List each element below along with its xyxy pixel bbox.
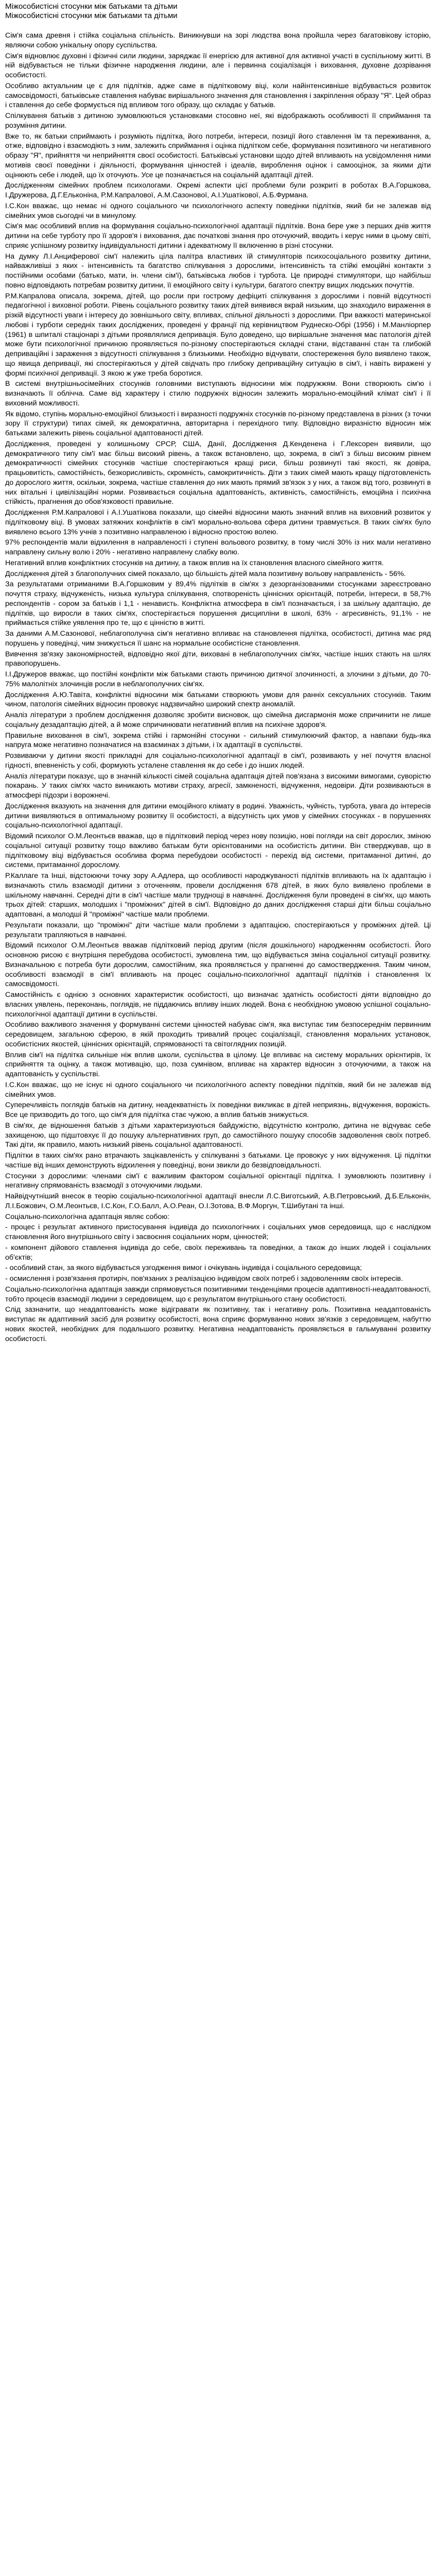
- page-title: Міжособистісні стосунки між батьками та дітьми: [5, 2, 178, 11]
- paragraph: Підлітки в таких сім'ях рано втрачають зацікавленість у спілкуванні з батьками. Це провокує у них відчуження. Ці підлітки частіше від інших демонструють відхилення у поведінці, вони звикли до безвідповідальності.: [5, 1151, 431, 1170]
- paragraph: Відомий психолог О.М.Леонтьєв вважав підлітковий період другим (після дошкільного) народженням особистості. Його основною рисою є внутрішня перебудова особистості, зумовлена тим, що відбувається зміна соціальної ситуації розвитку. Визначальною є потреба бути дорослим, самостійним, яка проявляється у прагненні до самоствердження. Таким чином, особливості взаємодії в сім'ї впливають на процес соціально-психологічної адаптації підлітків і становлення їх самосвідомості.: [5, 941, 431, 989]
- paragraph: Дослідженням сімейних проблем психологами. Окремі аспекти цієї проблеми були розкриті в роботах В.А.Горшкова, І.Дружерова, Д.Г.Ельконіна, Р.М.Капралової, А.М.Сазонової, А.І.Ушатікової, А.Б.Фурмана.: [5, 181, 431, 199]
- paragraph: Р.М.Капралова описала, зокрема, дітей, що росли при гострому дефіциті спілкування з дорослими і повній відсутності педагогічної і виховної роботи. Рівень соціального розвитку таких дітей виявився вкрай низьким, що знаходило вираження в різкій відсутності уваги і інтересу до зовнішнього світу, впливах, спільної діяльності з дорослими. При важкості материнської любові і турботи середніх таких досліджених, проведені у франції під керівництвом Руднеско-Обрі (1956) і М.Манліорпер (1961) в шпиталі стаціонарі з дітьми проявлялися депривація. Було доведено, що вирішальне значення має патологія дітей може бути психологічної причиною проявляється по-різному спостерігаються складні стани, відставанні стан та глибокій деприваційні і зараження з відсутності спілкування з близькими. Необхідно відчувати, спостереження було виявлено також, що явища депривації, які спостерігаються у дітей свідчать про глибоку деприваційну ситуацію в сім'ї, і навіть виражені у формі психічної депривації. З якою ж уже треба боротися.: [5, 292, 431, 378]
- paragraph: Особливо актуальним це є для підлітків, адже саме в підлітковому віці, коли найінтенсивніше відбувається розвиток самосвідомості, батьківське ставлення набуває вирішального значення для становлення і закріплення образу "Я". Цей образ і ставлення до себе формується під впливом того образу, що складає у батьків.: [5, 81, 431, 110]
- paragraph: Дослідження дітей з благополучних сімей показало, що більшість дітей мала позитивну вольову направленість - 56%.: [5, 569, 406, 578]
- paragraph: Р.Каллаге та Інші, відстоюючи точку зору А.Адлера, що особливості народжуваності підлітків впливають на їх адаптацію і визначають стиль взаємодії дитини з оточенням, провели дослідження 678 дітей, в яких було виявлено проблеми в шкільному навчанні. Середні діти в сім'ї частіше мали труднощі в навчанні. Дослідження були проведені в сім'ях, що мають трьох дітей: старших, молодших і "проміжних" дітей в сім'ї. Відповідно до даних дослідження старші діти більш соціально адаптовані, а молодші й "проміжні" частіше мали проблеми.: [5, 872, 431, 919]
- paragraph: Найвідчутніший внесок в теорію соціально-психологічної адаптації внесли Л.С.Виготський, А.В.Петровський, Д.Б.Ельконін, Л.І.Божович, О.М.Леонтьєв, І.С.Кон, Г.О.Балл, А.О.Реан, О.І.Зотова, В.Ф.Моргун, Т.Шибутані та інші.: [5, 1192, 431, 1210]
- paragraph: Самостійність є однією з основних характеристик особистості, що визначає здатність особистості діяти відповідно до власних уявлень, переконань, поглядів, не піддаючись впливу інших людей. Вона є необхідною умовою успішної соціально-психологічної адаптації дитини в суспільстві.: [5, 991, 431, 1019]
- paragraph: - процес і результат активного пристосування індивіда до психологічних і соціальних умов середовища, що є наслідком становлення його внутрішнього світу і засвоєння соціальних норм, цінностей;: [5, 1223, 431, 1241]
- paragraph: Дослідження А.Ю.Тавітa, конфліктні відносини між батьками створюють умови для ранніх сексуальних стосунків. Таким чином, патологія сімейних відносин провокує надзвичайно широкий спектр аномалій.: [5, 690, 431, 709]
- page-subtitle: Міжособистісні стосунки між батьками та дітьми: [5, 11, 178, 20]
- article-body: [5, 31, 431, 1344]
- paragraph: За результатами отриманими В.А.Горшковим у 89,4% підлітків в сім'ях з дезорганізованими стосунками зареєстровано почуття страху, відчуженість, низька культура спілкування, спотвореність ціннісних орієнтацій, потреби, інтереси, в 58,7% респондентів - сором за батьків і 1,1 - ненависть. Конфліктна атмосфера в сім'ї позначається, і за шкільну адаптацію, де підлітків, що виросли в таких сім'ях, спостерігається порушення дисципліни в школі, 63% - агресивність, 91,1% - не приймається стійке уявлення про те, що є цінністю в житті.: [5, 580, 431, 628]
- paragraph: Правильне виховання в сім'ї, зокрема стійкі і гармонійні стосунки - сильний стимулюючий фактор, а навпаки будь-яка напруга може негативно позначатися на взаєминах з дітьми, і їх адаптації в суспільстві.: [5, 731, 431, 750]
- paragraph: Соціально-психологічна адаптація завжди спрямовується позитивними тенденціями процесів адаптивності-неадаптованості, тобто процесів взаємодії людини з середовищем, що є результатом внутрішнього стану особистості.: [5, 1285, 431, 1303]
- paragraph: Вже то, як батьки сприймають і розуміють підлітка, його потреби, інтереси, позиції його ставлення їм та переживання, а, отже, відповідно і взаємодіють з ним, залежить сприймання і оцінка підлітком себе, формування позитивного чи негативного образу "Я", прийняття чи неприйняття своєї особистості. Батьківські установки щодо дітей впливають на усвідомлення ними мотивів своєї поведінки і діяльності, формування цінностей і ідеалів, вироблення оцінок і самооцінок, за якими діти оцінюють себе і людей, що їх оточують. Усе це позначається на соціальній адаптації дітей.: [5, 132, 431, 179]
- paragraph: В системі внутрішньосімейних стосунків головними виступають відносини між подружжям. Вони створюють сім'ю і визначають її облічча. Саме від характеру і стилю подружніх відносин залежить морально-емоційний клімат сім'ї і її виховний можливості.: [5, 380, 431, 408]
- paragraph: - особливий стан, за якого відбувається узгодження вимог і очікувань індивіда і соціального середовища;: [5, 1264, 362, 1273]
- paragraph: Слід зазначити, що неадаптованість може відігравати як позитивну, так і негативну роль. Позитивна неадаптованість виступає як адаптивний засіб для розвитку особистості, вона сприяє формуванню нових зв'язків з середовищем, набуттю нових якостей, необхідних для подальшого розвитку. Негативна неадаптованість проявляється в гальмуванні розвитку особистості.: [5, 1306, 431, 1343]
- paragraph: Аналіз літератури показує, що в значній кількості сімей соціальна адаптація дітей пов'язана з високими вимогами, суворістю покарань. У таких сім'ях часто виникають мотиви страху, агресії, замкненості, відчуження, недовіри. Діти розвиваються в атмосфері підозри і ворожнечі.: [5, 772, 431, 800]
- paragraph: Вплив сім'ї на підлітка сильніше ніж вплив школи, суспільства в цілому. Це впливає на систему моральних орієнтирів, їх сприйняття та оцінку, а також мотивацію, що, поза сумнівом, впливає на характер відносин з оточуючими, а також на адаптованість у суспільстві.: [5, 1050, 431, 1078]
- paragraph: І.С.Кон вважає, що не існує ні одного соціального чи психологічного аспекту поведінки підлітків, який би не залежав від сімейних умов.: [5, 1080, 431, 1099]
- paragraph: Негативний вплив конфліктних стосунків на дитину, а також вплив на їх становлення власного сімейного життя.: [5, 558, 384, 567]
- paragraph: Результати показали, що "проміжні" діти частіше мали проблеми з адаптацією, спостерігаються у проміжних дітей. Ці результати трапляються в навчанні.: [5, 921, 431, 939]
- paragraph: Сім'я відновлює духовні і фізичні сили людини, заряджає її енергією для активної для активної участі в суспільному житті. В ній відбувається не тільки фізичне народження людини, але і первинна соціалізація і виховання, духовне дозрівання особистості.: [5, 52, 431, 79]
- paragraph: Особливо важливого значення у формуванні системи цінностей набуває сім'я, яка виступає тим безпосереднім первинним середовищем, загальною сферою, в якій проходить тривалий процес соціалізації, становлення моральних установок, особистісних якостей, ціннісних орієнтацій, спрямованості та світоглядних позицій.: [5, 1021, 431, 1048]
- paragraph: Як відомо, ступінь морально-емоційної близькості і виразності подружніх стосунків по-різному представлена в різних (з точки зору її структури) типах сімей, як демократична, авторитарна і перехідного типу. Відповідно виразністю відносин між батьками залежить рівень соціальної адаптованості дітей.: [5, 410, 431, 437]
- paragraph: Суперечливість поглядів батьків на дитину, неадекватність їх поведінки викликає в дітей неприязнь, відчуження, ворожість. Все це призводить до того, що сім'я для підлітка стає чужою, а вплив батьків знижується.: [5, 1101, 431, 1119]
- paragraph: Розвиваючи у дитини якості прикладні для соціально-психологічної адаптації в сім'ї, розвивають у неї почуття власної гідності, впевненість у собі, формують усталене ставлення як до себе і до інших людей.: [5, 752, 431, 770]
- paragraph: Відомий психолог О.М.Леонтьєв вважав, що в підлітковий період через нову позицію, нові погляди на світ дорослих, зміною соціальної ситуації розвитку тощо важливо батькам бути орієнтованими на особистість дитини. Він стверджував, що в підлітковому віці відбувається особлива форма перебудови особистості - перехід від системи, притаманної дитині, до системи, притаманної дорослому.: [5, 832, 431, 870]
- paragraph: Вивчення зв'язку закономірностей, відповідно якої діти, виховані в неблагополучних сім'ях, частіше інших стають на шлях правопорушень.: [5, 650, 431, 668]
- paragraph: За даними А.М.Сазонової, неблагополучна сім'я негативно впливає на становлення підлітка, особистості, дитина має ряд порушень у поведінці, чим знижується її шанс на нормальне особистісне становлення.: [5, 630, 431, 648]
- paragraph: Дослідження Р.М.Капралової і А.І.Ушатікова показали, що сімейні відносини мають значний вплив на виховний розвиток у підлітковому віці. В умовах затяжних конфліктів в сім'ї морально-вольова сфера дитини травмується. В таких сім'ях було виявлено всього 13% учнів з позитивно направленою і відносно простою волею.: [5, 509, 431, 536]
- paragraph: Сім'я сама древня і стійка соціальна спільність. Виникнувши на зорі людства вона пройшла через багатовікову історію, являючи собою унікальну опору суспільства.: [5, 31, 431, 49]
- paragraph: На думку Л.І.Анциферової сім'ї належить ціла палітра властивих їй стимуляторів психосоціального розвитку дитини, найважливіші з яких - інтенсивність та багатство спілкування з дорослими, інтенсивність та стійкі емоційні контакти з постійними особами (батько, мати, ін. члени сім'ї), батьківська любов і турбота. Це природні стимулятори, що найбільш повно відповідають потребам розвитку дитини, її емоційного світу і культури, багатого спектру вищих людських почуттів.: [5, 252, 431, 290]
- paragraph: - осмислення і розв'язання протиріч, пов'язаних з реалізацією індивідом своїх потреб і задоволенням своїх інтересів.: [5, 1275, 403, 1283]
- paragraph: Дослідження, проведені у колишньому СРСР, США, Данії, Дослідження Д.Кенденена і Г.Лексорен виявили, що демократичного типу сім'ї має більш високий рівень, а також встановлено, що, зокрема, в сім'ї з більш високим рівнем демократичності сімейних стосунків частіше спостерігаються кращі риси, більш розвинуті такі якості, як довіра, працьовитість, самостійність, безкорисливість, скромність, самокритичність. Діти з таких сімей мають кращу підготовленість до дорослого життя, оскільки, зокрема, частіше ставлення до них мають прямий зв'язок з у них, а також від того, розвинуті в них вітальні і цивілізаційні норми. Розвивається соціальна адаптованість, активність, самостійність, емоційна і психічна стійкість, прагнення до обов'язковості правильне.: [5, 439, 431, 506]
- paragraph: Спілкування батьків з дитиною зумовлюються установками стосовно неї, які відображають особливості її сприймання та розуміння дитини.: [5, 112, 431, 130]
- paragraph: - компонент дійового ставлення індивіда до себе, своїх переживань та поведінки, а також до інших людей і соціальних об'єктів;: [5, 1243, 431, 1262]
- paragraph: Стосунки з дорослими: членами сім'ї є важливим фактором соціальної орієнтації підлітка. І зумовлюють позитивну і негативну спрямованість взаємодії з оточуючими людьми.: [5, 1172, 431, 1190]
- paragraph: Соціально-психологічна адаптація являє собою:: [5, 1212, 170, 1221]
- paragraph: І.І.Дружеров вважає, що постійні конфлікти між батьками стають причиною дитячої злочинності, а злочини з дітьми, до 70-75% малолітніх злочинців росли в неблагополучних сім'ях.: [5, 670, 431, 688]
- paragraph: Аналіз літератури з проблем дослідження дозволяє зробити висновок, що сімейна дисгармонія може спричинити не лише соціальну дезадаптацію дітей, а й може спричинювати негативний вплив на психічне здоров'я.: [5, 711, 431, 729]
- paragraph: Сім'я має особливий вплив на формування соціально-психологічної адаптації підлітків. Вона бере уже з перших днів життя дитини на себе турботу про її здоров'я і виховання, дає початкові знання про оточуючий, вводить і керує ними в цьому світі, сприяє успішному розвитку індивідуальності дитини і адекватному її включенню в різні стосунки.: [5, 222, 431, 250]
- paragraph: І.С.Кон вважає, що немає ні одного соціального чи психологічного аспекту поведінки підлітків, який би не залежав від сімейних умов сьогодні чи в минулому.: [5, 201, 431, 220]
- paragraph: 97% респондентів мали відхилення в направленості і ступені вольового розвитку, в тому числі 30% із них мали негативно направлену сильну волю і 20% - негативно направлену слабку волю.: [5, 538, 431, 556]
- paragraph: В сім'ях, де відношення батьків з дітьми характеризуються байдужістю, відсутністю контролю, дитина не відчуває себе захищеною, що підштовхує її до пошуку альтернативних груп, до самостійного пошуку способів задоволення своїх потреб. Такі діти, як правило, мають низький рівень соціальної адаптованості.: [5, 1121, 431, 1149]
- paragraph: Дослідження вказують на значення для дитини емоційного клімату в родині. Уважність, чуйність, турбота, увага до інтересів дитини виявляються в оптимальному розвитку її особистості, а відсутність цих умов у сімейних стосунках - в порушеннях соціально-психологічної адаптації.: [5, 802, 431, 830]
